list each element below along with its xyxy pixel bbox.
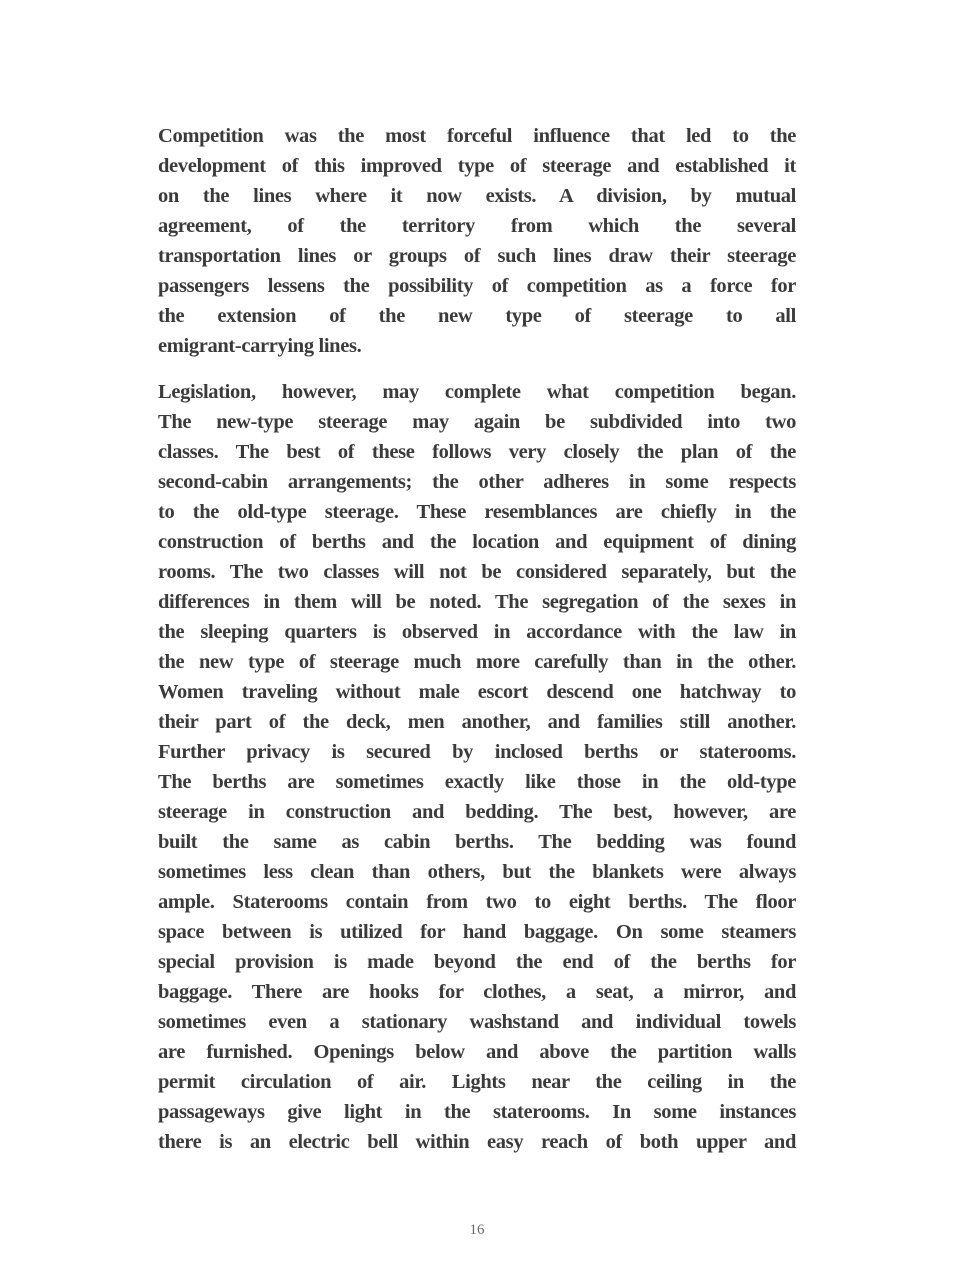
text-line: their part of the deck, men another, and families still another. [158, 711, 796, 733]
text-line: passageways give light in the staterooms. In some instances [158, 1101, 796, 1123]
text-line: classes. The best of these follows very closely the plan of the [158, 441, 796, 463]
text-line: transportation lines or groups of such lines draw their steerage [158, 245, 796, 267]
text-line: special provision is made beyond the end of the berths for [158, 951, 796, 973]
text-line: passengers lessens the possibility of competition as a force for [158, 275, 796, 297]
text-line: sometimes even a stationary washstand and individual towels [158, 1011, 796, 1033]
text-line: sometimes less clean than others, but the blankets were always [158, 861, 796, 883]
text-line: construction of berths and the location and equipment of dining [158, 531, 796, 553]
text-line: ample. Staterooms contain from two to eight berths. The floor [158, 891, 796, 913]
text-line: rooms. The two classes will not be considered separately, but the [158, 561, 796, 583]
text-line: Women traveling without male escort descend one hatchway to [158, 681, 796, 703]
text-line: on the lines where it now exists. A division, by mutual [158, 185, 796, 207]
text-line: the sleeping quarters is observed in accordance with the law in [158, 621, 796, 643]
text-line: Further privacy is secured by inclosed berths or staterooms. [158, 741, 796, 763]
text-line: the extension of the new type of steerage to all [158, 305, 796, 327]
text-line: Competition was the most forceful influence that led to the [158, 125, 796, 147]
text-line: there is an electric bell within easy reach of both upper and [158, 1131, 796, 1153]
text-line: permit circulation of air. Lights near the ceiling in the [158, 1071, 796, 1093]
text-line: the new type of steerage much more carefully than in the other. [158, 651, 796, 673]
text-line: steerage in construction and bedding. The best, however, are [158, 801, 796, 823]
text-line: differences in them will be noted. The segregation of the sexes in [158, 591, 796, 613]
text-line: second-cabin arrangements; the other adheres in some respects [158, 471, 796, 493]
text-line: space between is utilized for hand baggage. On some steamers [158, 921, 796, 943]
text-line: built the same as cabin berths. The bedding was found [158, 831, 796, 853]
text-line: baggage. There are hooks for clothes, a seat, a mirror, and [158, 981, 796, 1003]
text-line: are furnished. Openings below and above the partition walls [158, 1041, 796, 1063]
text-line: to the old-type steerage. These resemblances are chiefly in the [158, 501, 796, 523]
paragraph-legislation [158, 377, 796, 1157]
text-line: emigrant-carrying lines. [158, 335, 362, 357]
body-text [158, 121, 796, 1173]
text-line: The new-type steerage may again be subdivided into two [158, 411, 796, 433]
text-line: The berths are sometimes exactly like those in the old-type [158, 771, 796, 793]
text-line: Legislation, however, may complete what competition began. [158, 381, 796, 403]
text-line: agreement, of the territory from which the several [158, 215, 796, 237]
text-line: development of this improved type of steerage and established it [158, 155, 796, 177]
paragraph-competition [158, 121, 796, 361]
page-number: 16 [469, 1222, 485, 1238]
